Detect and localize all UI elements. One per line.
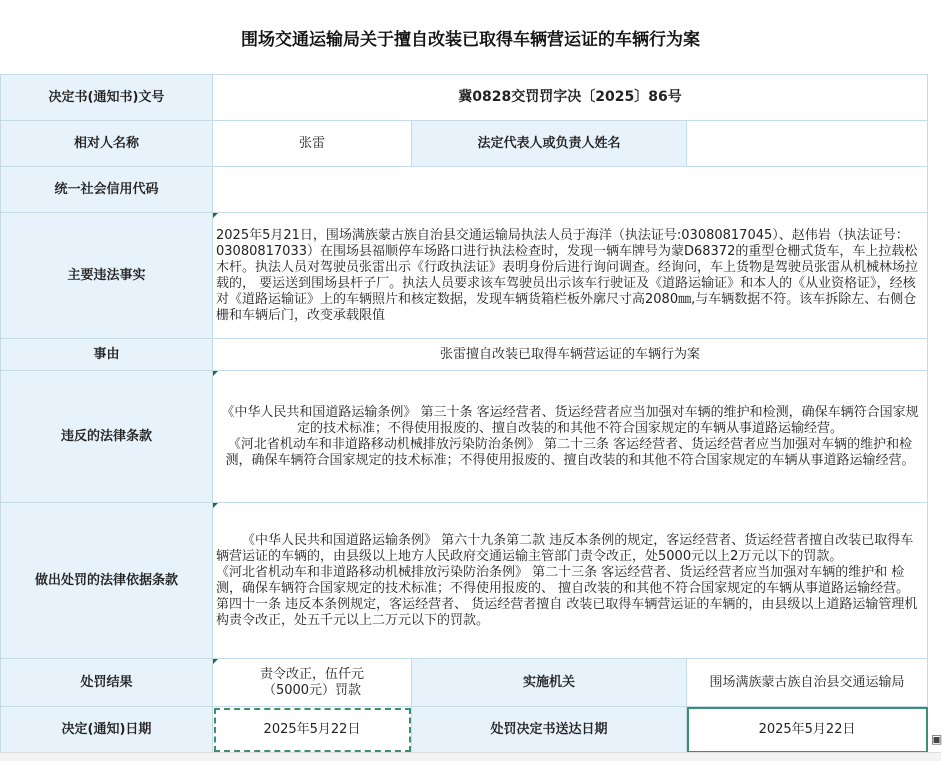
delivery-date-label[interactable]: 处罚决定书送达日期 bbox=[412, 707, 687, 753]
party-label[interactable]: 相对人名称 bbox=[1, 121, 213, 167]
row-penalty-basis bbox=[1, 503, 928, 659]
authority-label[interactable]: 实施机关 bbox=[412, 659, 687, 707]
case-table bbox=[0, 74, 928, 753]
violated-law-para-2: 《河北省机动车和非道路移动机械排放污染防治条例》 第二十三条 客运经营者、货运经营者应当加强对车辆的维护和检测，确保车辆符合国家规定的技术标准；不得使用报废的、擅自改装的和其他不符合国家规定的车辆从事道路运输经营。 bbox=[225, 436, 915, 468]
right-margin bbox=[928, 74, 941, 760]
decision-date-label[interactable]: 决定(通知)日期 bbox=[1, 707, 213, 753]
row-facts bbox=[1, 213, 928, 339]
party-value[interactable]: 张雷 bbox=[213, 121, 412, 167]
decision-no-text: 冀0828交罚罚字决〔2025〕86号 bbox=[458, 89, 682, 105]
sheet-bottom-strip bbox=[0, 752, 941, 761]
penalty-basis-para-1: 《中华人民共和国道路运输条例》 第六十九条第二款 违反本条例的规定，客运经营者、货运经营者擅自改装已取得车辆营运证的车辆的，由县级以上地方人民政府交通运输主管部门责令改正，处5000元以上2万元以下的罚款。 bbox=[216, 532, 914, 564]
legal-rep-value[interactable] bbox=[687, 121, 928, 167]
authority-value[interactable]: 围场满族蒙古族自治县交通运输局 bbox=[687, 659, 928, 707]
credit-code-label[interactable]: 统一社会信用代码 bbox=[1, 167, 213, 213]
decision-no-value[interactable] bbox=[213, 75, 928, 121]
page-title: 围场交通运输局关于擅自改装已取得车辆营运证的车辆行为案 bbox=[241, 29, 700, 50]
cause-value[interactable]: 张雷擅自改装已取得车辆营运证的车辆行为案 bbox=[213, 339, 928, 371]
row-result bbox=[1, 659, 928, 707]
result-label[interactable]: 处罚结果 bbox=[1, 659, 213, 707]
delivery-date-value[interactable]: 2025年5月22日 bbox=[687, 707, 928, 753]
legal-rep-label[interactable]: 法定代表人或负责人姓名 bbox=[412, 121, 687, 167]
penalty-basis-para-2: 《河北省机动车和非道路移动机械排放污染防治条例》 第二十三条 客运经营者、货运经营者应当加强对车辆的维护和 检测，确保车辆符合国家规定的技术标准；不得使用报废的、 擅自改装的和其他不符合国家规定的车辆从事道路运输经营。 第四十一条 违反本条例规定，客运经营者、 货运经营者擅自 改装已取得车辆营运证的车辆的，由县级以上道路运输管理机构责令改正，处五千元以上二万元以下的罚款。 bbox=[216, 564, 918, 628]
result-value[interactable]: 责令改正，伍仟元（5000元）罚款 bbox=[213, 659, 412, 707]
violated-law-para-1: 《中华人民共和国道路运输条例》 第三十条 客运经营者、货运经营者应当加强对车辆的维护和检测，确保车辆符合国家规定的技术标准；不得使用报废的、擅自改装的和其他不符合国家规定的车辆从事道路运输经营。 bbox=[221, 404, 919, 436]
penalty-basis-label[interactable]: 做出处罚的法律依据条款 bbox=[1, 503, 213, 659]
penalty-basis-value[interactable] bbox=[213, 503, 928, 659]
cause-label[interactable]: 事由 bbox=[1, 339, 213, 371]
cell-indicator-icon bbox=[213, 213, 218, 218]
decision-date-value[interactable]: 2025年5月22日 bbox=[213, 707, 412, 753]
violated-law-value[interactable] bbox=[213, 371, 928, 503]
row-decision-no bbox=[1, 75, 928, 121]
cell-indicator-icon bbox=[213, 659, 218, 664]
row-credit-code bbox=[1, 167, 928, 213]
violated-law-label[interactable]: 违反的法律条款 bbox=[1, 371, 213, 503]
facts-label[interactable]: 主要违法事实 bbox=[1, 213, 213, 339]
facts-value[interactable]: 2025年5月21日，围场满族蒙古族自治县交通运输局执法人员于海洋（执法证号:03080817045）、赵伟岩（执法证号：03080817033）在围场县福顺停车场路口进行执法检查时，发现一辆车牌号为蒙D68372的重型仓栅式货车，车上拉载松木杆。执法人员对驾驶员张雷出示《行政执法证》表明身份后进行询问调查。经询问，车上货物是驾驶员张雷从机械林场拉载的， 要运送到围场县杆子厂。执法人员要求该车驾驶员出示该车行驶证及《道路运输证》和本人的《从业资格证》，经核对《道路运输证》上的车辆照片和核定数据，发现车辆货箱栏板外廓尺寸高2080㎜,与车辆数据不符。该车拆除左、右侧仓栅和车辆后门，改变承载限值 bbox=[213, 213, 928, 339]
row-cause bbox=[1, 339, 928, 371]
row-party bbox=[1, 121, 928, 167]
decision-no-label[interactable]: 决定书(通知书)文号 bbox=[1, 75, 213, 121]
cell-indicator-icon bbox=[213, 371, 218, 376]
row-dates bbox=[1, 707, 928, 753]
paste-options-icon[interactable]: ▣ bbox=[931, 732, 942, 746]
cell-indicator-icon bbox=[213, 503, 218, 508]
row-violated-law bbox=[1, 371, 928, 503]
credit-code-value[interactable] bbox=[213, 167, 928, 213]
